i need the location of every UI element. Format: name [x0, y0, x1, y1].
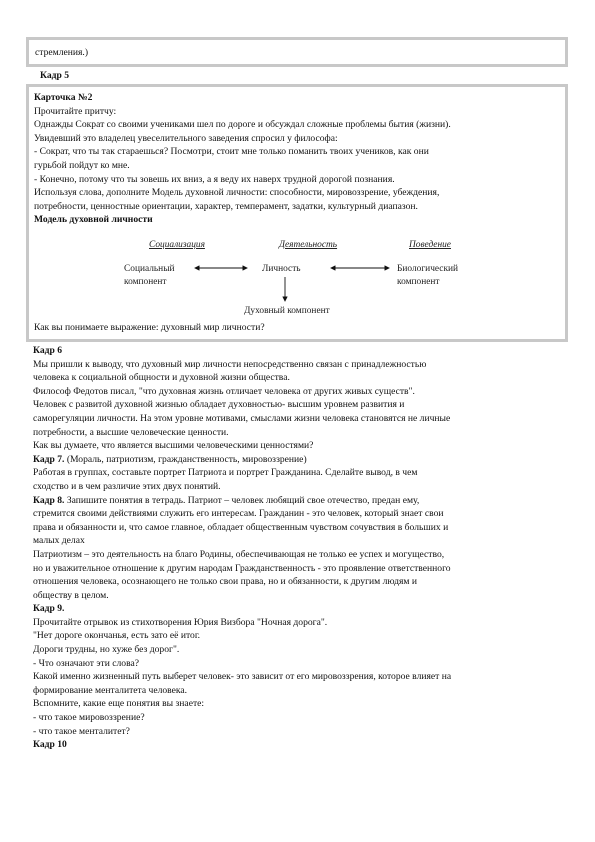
- frame8-line: права и обязанности и, что самое главное, обладает общественным чувством сочувствия в больших и: [33, 521, 449, 533]
- frame9-line: Какой именно жизненный путь выберет человек- это зависит от его мировоззрения, которое влияет на: [33, 671, 452, 683]
- card-line: - Конечно, потому что ты зовешь их вниз, а я веду их наверх трудной дорогой познания.: [34, 173, 395, 185]
- model-title: Модель духовной личности: [34, 214, 153, 226]
- card-question: Как вы понимаете выражение: духовный мир личности?: [34, 322, 265, 333]
- card-title: Карточка №2: [34, 92, 93, 103]
- diagram-bio-2: компонент: [397, 277, 440, 287]
- card-line: потребности, ценностные ориентации, характер, темперамент, задатки, культурный диапазон.: [34, 200, 418, 212]
- diagram-spiritual: Духовный компонент: [244, 306, 330, 316]
- frame9-line: Вспомните, какие еще понятия вы знаете:: [33, 698, 205, 710]
- frame9-title: Кадр 9.: [33, 603, 65, 615]
- diagram-socialization: Социализация: [149, 240, 205, 250]
- frame7-line: сходство и в чем различие этих двух понятий.: [33, 480, 221, 492]
- frame9-line: - что такое мировоззрение?: [33, 712, 145, 724]
- frame8-line: но и уважительное отношение к другим народам Гражданственность - это проявление ответственного: [33, 562, 451, 574]
- frame6-line: потребности, а высшие человеческие ценности.: [33, 426, 229, 438]
- frame6-line: Как вы думаете, что является высшими человеческими ценностями?: [33, 440, 314, 452]
- frame8-title: Кадр 8.: [33, 494, 65, 506]
- card-line: Используя слова, дополните Модель духовной личности: способности, мировоззрение, убеждения,: [34, 187, 440, 199]
- frame5-title: Кадр 5: [40, 70, 70, 81]
- frame8-line: обществу в целом.: [33, 589, 109, 601]
- frame6-title: Кадр 6: [33, 345, 63, 356]
- diagram-bio-1: Биологический: [397, 264, 459, 274]
- frame7-title-rest: (Мораль, патриотизм, гражданственность, мировоззрение): [64, 453, 307, 465]
- main-text: [33, 344, 563, 752]
- box1-text: стремления.): [35, 47, 89, 58]
- frame6-line: Философ Федотов писал, "что духовная жизнь отличает человека от других живых существ".: [33, 385, 415, 397]
- diagram-activity: Деятельность: [279, 240, 338, 250]
- card-box: [26, 84, 568, 342]
- frame9-line: Дороги трудны, но хуже без дорог".: [33, 644, 180, 656]
- frame7-heading: [33, 453, 563, 467]
- frame9-line: "Нет дороге окончанья, есть зато её итог.: [33, 630, 201, 642]
- frame8-first-rest: Запишите понятия в тетрадь. Патриот – человек любящий свое отечество, предан ему,: [64, 494, 420, 506]
- frame9-line: - Что означают эти слова?: [33, 657, 140, 669]
- frame9-line: - что такое менталитет?: [33, 725, 130, 737]
- frame6-line: человека к социальной общности и духовной жизни общества.: [33, 372, 290, 384]
- frame8-line: отношения человека, осознающего не только свои права, но и обязанности, к другим людям и: [33, 576, 417, 588]
- frame10-title: Кадр 10: [33, 739, 67, 751]
- frame6-line: Человек с развитой духовной жизнью обладает духовностью- высшим уровнем развития и: [33, 399, 405, 411]
- top-text-box: [26, 37, 568, 67]
- frame8-line: малых делах: [33, 535, 85, 547]
- frame8-line: Патриотизм – это деятельность на благо Родины, обеспечивающая не только ее успех и могущество,: [33, 548, 445, 560]
- frame7-title: Кадр 7.: [33, 453, 65, 465]
- card-line: Прочитайте притчу:: [34, 105, 117, 117]
- card-line: - Сократ, что ты так стараешься? Посмотри, стоит мне только поманить твоих учеников, как они: [34, 146, 429, 158]
- diagram-social-1: Социальный: [124, 264, 175, 274]
- frame9-line: Прочитайте отрывок из стихотворения Юрия Визбора "Ночная дорога".: [33, 616, 328, 628]
- diagram-arrows: [29, 87, 565, 339]
- frame7-line: Работая в группах, составьте портрет Патриота и портрет Гражданина. Сделайте вывод, в чем: [33, 467, 418, 479]
- frame6-line: саморегуляции личности. На этом уровне мотивами, смыслами жизни человека становятся не личные: [33, 412, 451, 424]
- card-line: Однажды Сократ со своими учениками шел по дороге и обсуждал сложные проблемы бытия (жизни).: [34, 119, 451, 131]
- frame8-line: стремится своими действиями служить его интересам. Гражданин - это человек, который знает свои: [33, 508, 444, 520]
- diagram-social-2: компонент: [124, 277, 167, 287]
- frame8-heading: [33, 494, 563, 508]
- frame9-line: формирование менталитета человека.: [33, 684, 188, 696]
- diagram-personality: Личность: [262, 264, 301, 274]
- card-line: Увидевший это владелец увеселительного заведения спросил у философа:: [34, 132, 338, 144]
- diagram-behavior: Поведение: [409, 240, 451, 250]
- card-line: гурьбой пойдут ко мне.: [34, 159, 130, 171]
- frame6-line: Мы пришли к выводу, что духовный мир личности непосредственно связан с принадлежностью: [33, 358, 427, 370]
